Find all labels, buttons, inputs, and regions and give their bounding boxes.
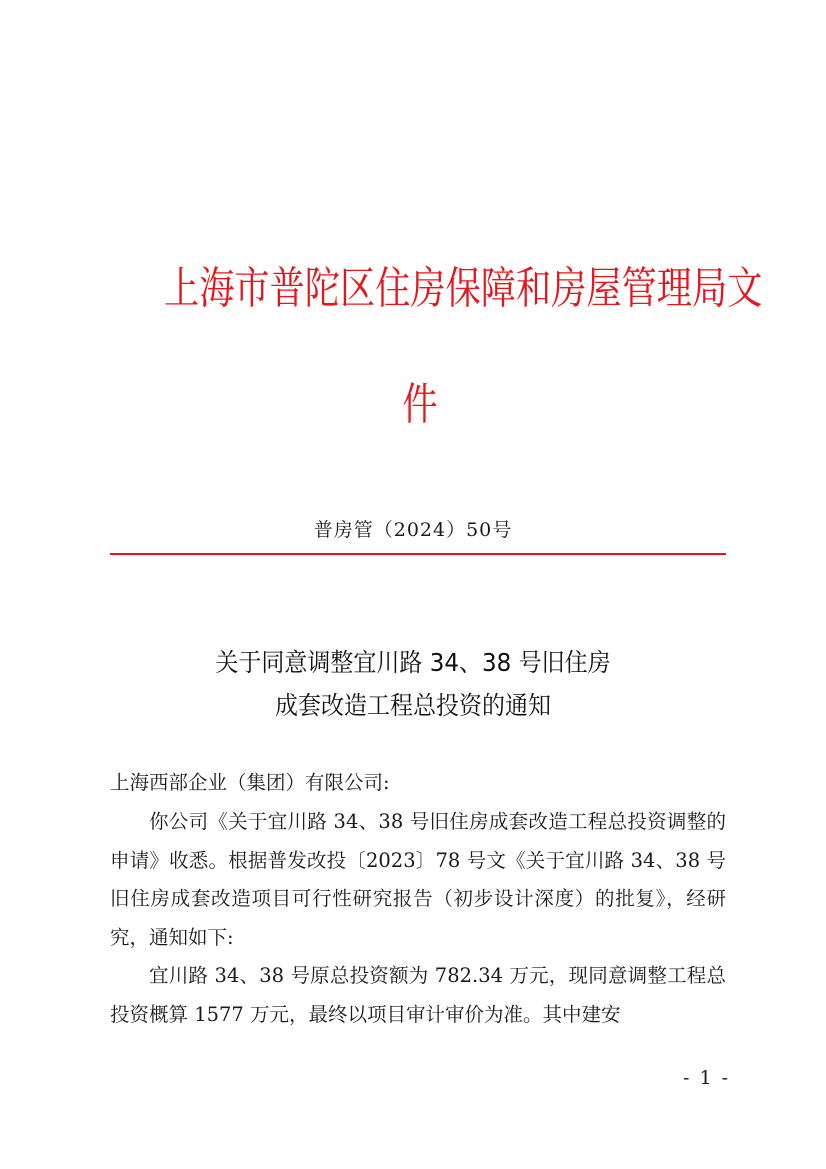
notice-title-line1: 关于同意调整宜川路 34、38 号旧住房 xyxy=(215,648,611,677)
notice-title-line2: 成套改造工程总投资的通知 xyxy=(274,691,551,720)
body-paragraph-2: 宜川路 34、38 号原总投资额为 782.34 万元，现同意调整工程总投资概算 1577 万元，最终以项目审计审价为准。其中建安 xyxy=(110,964,726,1026)
issuer-header-line1: 上海市普陀区住房保障和房屋管理局文 xyxy=(164,263,763,314)
issuer-header-line2: 件 xyxy=(402,379,438,430)
document-number: 普房管（2024）50号 xyxy=(313,519,513,541)
recipient-line: 上海西部企业（集团）有限公司: xyxy=(110,771,390,794)
page-number: - 1 - xyxy=(682,1067,730,1089)
red-divider-line xyxy=(110,553,726,555)
body-paragraph-1: 你公司《关于宜川路 34、38 号旧住房成套改造工程总投资调整的申请》收悉。根据普发改投〔2023〕78 号文《关于宜川路 34、38 号旧住房成套改造项目可行性研究报告（初步设计深度）的批复》，经研究，通知如下: xyxy=(110,810,726,949)
